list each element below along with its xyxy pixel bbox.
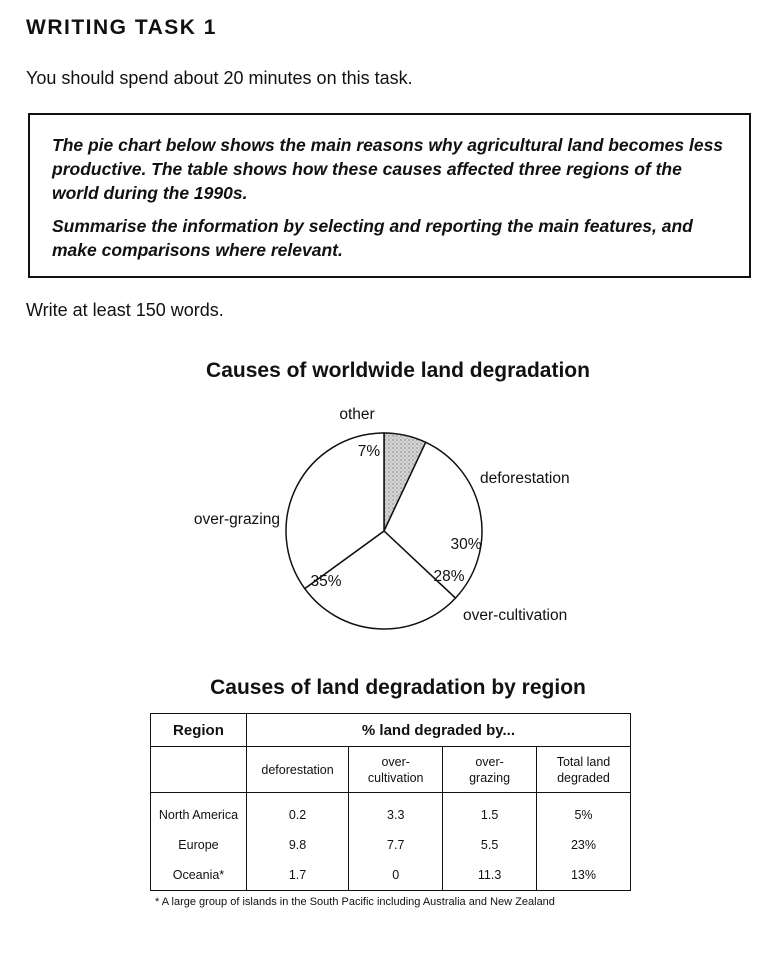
pie-value-deforestation: 30% <box>450 536 482 553</box>
pie-value-other: 7% <box>357 443 381 460</box>
pie-label-other: other <box>339 406 375 423</box>
table-cell: 1.7 <box>246 860 348 891</box>
word-count-instruction: Write at least 150 words. <box>26 300 224 320</box>
column-header: deforestation <box>246 747 348 793</box>
pie-label-over-cultivation: over-cultivation <box>463 607 568 624</box>
region-cell: North America <box>151 793 247 831</box>
table-cell: 0.2 <box>246 793 348 831</box>
percent-degraded-header: % land degraded by... <box>246 714 630 747</box>
task-prompt-box <box>28 113 751 278</box>
column-header: over- cultivation <box>349 747 443 793</box>
task-prompt-paragraph-2: Summarise the information by selecting and reporting the main features, and make comparisons where relevant. <box>52 216 693 260</box>
pie-label-deforestation: deforestation <box>480 470 570 487</box>
table-cell: 5.5 <box>443 830 537 860</box>
table-cell: 0 <box>349 860 443 891</box>
region-column-header: Region <box>151 714 247 747</box>
table-subheader-empty <box>151 747 247 793</box>
table-row <box>151 793 631 831</box>
table-cell: 11.3 <box>443 860 537 891</box>
task-heading: WRITING TASK 1 <box>26 16 217 39</box>
table-cell: 7.7 <box>349 830 443 860</box>
table-cell: 1.5 <box>443 793 537 831</box>
table-subheader-row <box>151 747 631 793</box>
table-cell: 23% <box>536 830 630 860</box>
region-cell: Oceania* <box>151 860 247 891</box>
column-header: over- grazing <box>443 747 537 793</box>
pie-value-over-grazing: 35% <box>310 573 342 590</box>
time-instruction: You should spend about 20 minutes on this task. <box>26 68 413 88</box>
table-cell: 13% <box>536 860 630 891</box>
table-cell: 5% <box>536 793 630 831</box>
pie-chart <box>0 395 768 645</box>
pie-chart-title: Causes of worldwide land degradation <box>206 359 590 382</box>
pie-value-over-cultivation: 28% <box>433 568 465 585</box>
pie-label-over-grazing: over-grazing <box>193 511 280 528</box>
table-row <box>151 830 631 860</box>
table-title: Causes of land degradation by region <box>210 676 586 699</box>
region-degradation-table <box>150 713 631 891</box>
region-cell: Europe <box>151 830 247 860</box>
column-header: Total land degraded <box>536 747 630 793</box>
table-cell: 3.3 <box>349 793 443 831</box>
table-cell: 9.8 <box>246 830 348 860</box>
task-prompt-paragraph-1: The pie chart below shows the main reasons why agricultural land becomes less productive. The table shows how these causes affected three regions of the world during the 1990s. <box>52 135 724 203</box>
footnote: * A large group of islands in the South Pacific including Australia and New Zealand <box>155 896 555 908</box>
table-row <box>151 860 631 891</box>
table-header-row <box>151 714 631 747</box>
